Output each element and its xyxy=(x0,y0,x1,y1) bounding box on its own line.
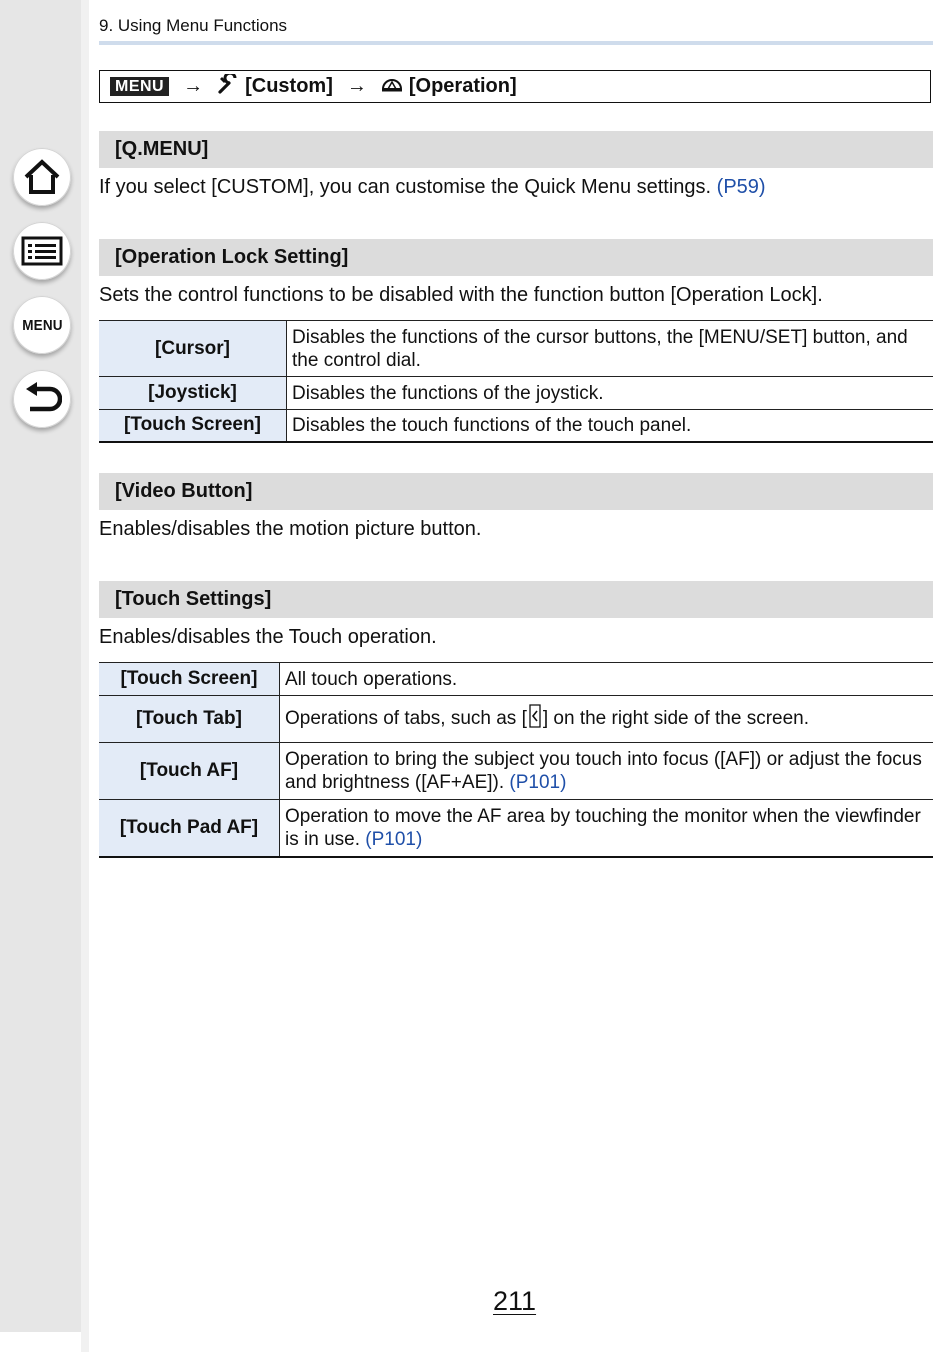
row-key: [Cursor] xyxy=(99,321,287,377)
menu-icon: MENU xyxy=(21,316,63,334)
row-value xyxy=(280,800,934,857)
path-custom: [Custom] xyxy=(245,75,333,97)
row-value xyxy=(280,696,934,743)
operation-lock-table xyxy=(99,320,933,443)
path-arrow: → xyxy=(183,75,204,97)
operation-icon xyxy=(381,75,409,98)
row-key: [Touch Screen] xyxy=(99,663,280,696)
contents-button[interactable] xyxy=(13,222,71,280)
row-value: All touch operations. xyxy=(280,663,934,696)
row-value xyxy=(280,743,934,800)
menu-button[interactable] xyxy=(13,296,71,354)
path-arrow: → xyxy=(346,75,367,97)
row-value-pre: Operations of tabs, such as [ xyxy=(285,708,527,729)
home-icon xyxy=(22,158,62,196)
qmenu-description xyxy=(99,176,766,199)
chapter-title: 9. Using Menu Functions xyxy=(99,16,288,35)
row-value: Disables the functions of the joystick. xyxy=(287,377,934,410)
table-row xyxy=(99,410,933,442)
row-key: [Touch Screen] xyxy=(99,410,287,442)
path-operation: [Operation] xyxy=(408,75,517,97)
row-key: [Touch AF] xyxy=(99,743,280,800)
row-key: [Joystick] xyxy=(99,377,287,410)
touch-settings-table xyxy=(99,662,933,858)
menu-badge: MENU xyxy=(110,77,169,96)
table-row xyxy=(99,663,933,696)
table-row xyxy=(99,743,933,800)
section-heading-touch-settings: [Touch Settings] xyxy=(99,581,933,618)
section-heading-operation-lock: [Operation Lock Setting] xyxy=(99,239,933,276)
row-key: [Touch Tab] xyxy=(99,696,280,743)
sidebar-edge xyxy=(81,0,89,1352)
touch-settings-description: Enables/disables the Touch operation. xyxy=(99,626,437,648)
row-value: Disables the touch functions of the touch panel. xyxy=(287,410,934,442)
menu-path xyxy=(99,70,931,103)
video-button-description: Enables/disables the motion picture button. xyxy=(99,518,482,540)
chapter-rule xyxy=(99,41,933,45)
qmenu-text: If you select [CUSTOM], you can customise the Quick Menu settings. xyxy=(99,176,712,198)
wrench-icon xyxy=(217,74,245,100)
back-icon xyxy=(22,381,62,417)
section-heading-video-button: [Video Button] xyxy=(99,473,933,510)
home-button[interactable] xyxy=(13,148,71,206)
page-link[interactable]: (P101) xyxy=(509,772,567,793)
section-heading-qmenu: [Q.MENU] xyxy=(99,131,933,168)
page-number: 211 xyxy=(493,1286,537,1316)
table-row xyxy=(99,696,933,743)
list-icon xyxy=(21,236,63,266)
back-button[interactable] xyxy=(13,370,71,428)
row-key: [Touch Pad AF] xyxy=(99,800,280,857)
operation-lock-description: Sets the control functions to be disabled with the function button [Operation Lock]. xyxy=(99,284,823,306)
page-link[interactable]: (P101) xyxy=(365,828,423,850)
touch-tab-icon xyxy=(528,703,542,735)
page-link[interactable]: (P59) xyxy=(716,176,766,198)
table-row xyxy=(99,800,933,857)
row-value-text: Operation to bring the subject you touch into focus ([AF]) or adjust the focus and brightness ([AF+AE]). xyxy=(285,749,922,793)
row-value-post: ] on the right side of the screen. xyxy=(542,708,810,729)
row-value: Disables the functions of the cursor buttons, the [MENU/SET] button, and the control dial. xyxy=(287,321,934,377)
table-row xyxy=(99,377,933,410)
row-value-text: Operation to move the AF area by touching the monitor when the viewfinder is in use. xyxy=(285,805,921,850)
table-row xyxy=(99,321,933,377)
